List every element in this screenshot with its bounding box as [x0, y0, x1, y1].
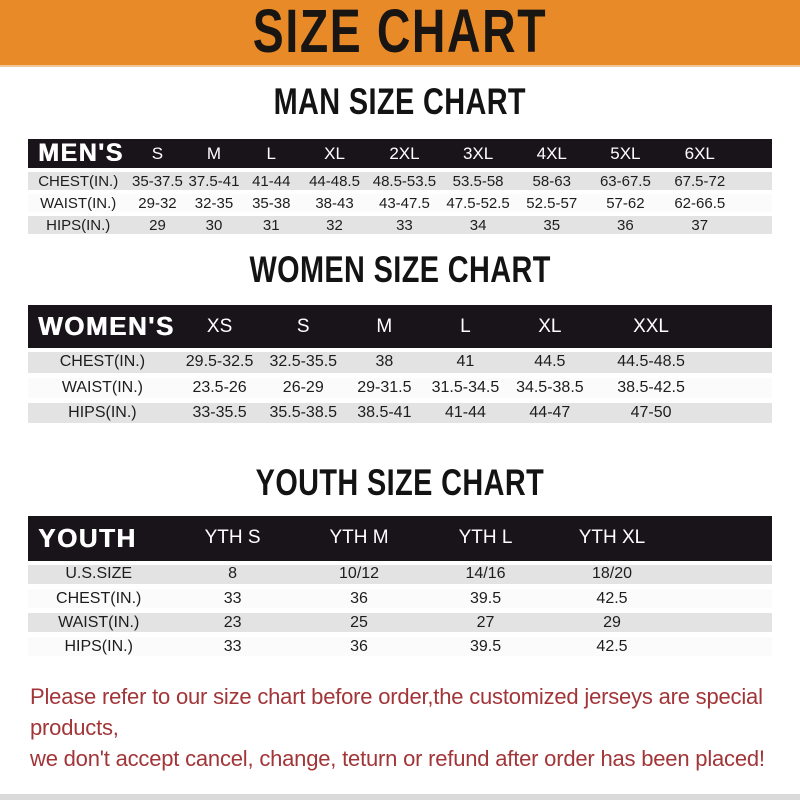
table-cell: 44-48.5 — [301, 170, 368, 192]
women-corner-label: WOMEN'S — [28, 305, 177, 350]
table-row — [28, 192, 772, 214]
page-title: SIZE CHART — [252, 0, 548, 66]
table-cell: 37 — [663, 214, 737, 236]
table-cell: 23 — [169, 611, 295, 635]
size-column-header: XS — [177, 305, 263, 350]
row-label: CHEST(IN.) — [28, 587, 169, 611]
table-cell: 35-38 — [242, 192, 302, 214]
table-cell: 57-62 — [588, 192, 662, 214]
men-header-row — [28, 139, 772, 170]
youth-corner-label: YOUTH — [28, 516, 169, 563]
size-column-header: XL — [506, 305, 593, 350]
men-size-table — [28, 139, 772, 238]
table-cell: 48.5-53.5 — [368, 170, 441, 192]
table-cell: 38.5-41 — [344, 400, 424, 425]
table-cell: 67.5-72 — [663, 170, 737, 192]
table-cell: 38 — [344, 350, 424, 375]
table-cell: 47.5-52.5 — [441, 192, 515, 214]
spacer-cell — [709, 375, 772, 400]
bottom-border — [0, 794, 800, 800]
table-cell: 34.5-38.5 — [506, 375, 593, 400]
table-cell: 36 — [296, 587, 422, 611]
table-cell: 32-35 — [186, 192, 241, 214]
table-cell: 41 — [425, 350, 507, 375]
row-label: CHEST(IN.) — [28, 350, 177, 375]
table-cell: 41-44 — [425, 400, 507, 425]
table-cell: 34 — [441, 214, 515, 236]
table-cell: 31.5-34.5 — [425, 375, 507, 400]
row-label: HIPS(IN.) — [28, 400, 177, 425]
table-cell: 10/12 — [296, 563, 422, 587]
footer-line-1: Please refer to our size chart before order,the customized jerseys are special products, — [30, 684, 763, 740]
size-column-header: 4XL — [515, 139, 588, 170]
size-column-header: XL — [301, 139, 368, 170]
table-cell: 36 — [588, 214, 662, 236]
table-cell: 26-29 — [262, 375, 344, 400]
table-cell: 33-35.5 — [177, 400, 263, 425]
table-cell: 42.5 — [549, 587, 675, 611]
spacer-cell — [737, 214, 772, 236]
table-cell: 47-50 — [593, 400, 708, 425]
row-label: HIPS(IN.) — [28, 635, 169, 659]
table-cell: 23.5-26 — [177, 375, 263, 400]
row-label: WAIST(IN.) — [28, 375, 177, 400]
size-column-header: YTH M — [296, 516, 422, 563]
women-header-row — [28, 305, 772, 350]
table-cell: 18/20 — [549, 563, 675, 587]
spacer-cell — [675, 635, 772, 659]
spacer-cell — [709, 350, 772, 375]
row-label: HIPS(IN.) — [28, 214, 128, 236]
table-row — [28, 563, 772, 587]
table-cell: 53.5-58 — [441, 170, 515, 192]
table-row — [28, 375, 772, 400]
spacer-cell — [675, 563, 772, 587]
size-column-header: 3XL — [441, 139, 515, 170]
table-cell: 30 — [186, 214, 241, 236]
size-column-header: S — [128, 139, 186, 170]
size-column-header: 6XL — [663, 139, 737, 170]
table-cell: 52.5-57 — [515, 192, 588, 214]
table-cell: 25 — [296, 611, 422, 635]
size-column-header: YTH XL — [549, 516, 675, 563]
spacer-cell — [675, 587, 772, 611]
footer-note — [0, 681, 800, 774]
women-heading-text: WOMEN SIZE CHART — [249, 249, 551, 290]
table-cell: 29-32 — [128, 192, 186, 214]
spacer-cell — [737, 139, 772, 170]
table-cell: 35 — [515, 214, 588, 236]
youth-section-heading — [0, 461, 800, 503]
table-cell: 29.5-32.5 — [177, 350, 263, 375]
table-cell: 41-44 — [242, 170, 302, 192]
size-column-header: L — [425, 305, 507, 350]
youth-size-table — [28, 516, 772, 662]
size-column-header: 5XL — [588, 139, 662, 170]
table-cell: 33 — [368, 214, 441, 236]
women-size-table — [28, 305, 772, 428]
footer-line-2: we don't accept cancel, change, teturn or refund after order has been placed! — [30, 746, 765, 771]
table-cell: 38-43 — [301, 192, 368, 214]
table-cell: 39.5 — [422, 587, 548, 611]
table-cell: 29 — [128, 214, 186, 236]
man-heading-text: MAN SIZE CHART — [273, 81, 527, 122]
spacer-cell — [709, 400, 772, 425]
spacer-cell — [737, 192, 772, 214]
spacer-cell — [709, 305, 772, 350]
table-row — [28, 400, 772, 425]
row-label: WAIST(IN.) — [28, 611, 169, 635]
table-cell: 38.5-42.5 — [593, 375, 708, 400]
row-label: CHEST(IN.) — [28, 170, 128, 192]
table-row — [28, 350, 772, 375]
table-cell: 58-63 — [515, 170, 588, 192]
table-cell: 62-66.5 — [663, 192, 737, 214]
row-label: WAIST(IN.) — [28, 192, 128, 214]
table-cell: 31 — [242, 214, 302, 236]
table-cell: 33 — [169, 635, 295, 659]
size-column-header: L — [242, 139, 302, 170]
table-cell: 8 — [169, 563, 295, 587]
spacer-cell — [737, 170, 772, 192]
women-section-heading — [0, 251, 800, 289]
size-column-header: YTH S — [169, 516, 295, 563]
spacer-cell — [675, 611, 772, 635]
size-column-header: M — [344, 305, 424, 350]
spacer-cell — [675, 516, 772, 563]
youth-heading-text: YOUTH SIZE CHART — [255, 461, 545, 503]
table-cell: 39.5 — [422, 635, 548, 659]
table-cell: 29 — [549, 611, 675, 635]
table-cell: 29-31.5 — [344, 375, 424, 400]
table-cell: 35-37.5 — [128, 170, 186, 192]
table-cell: 37.5-41 — [186, 170, 241, 192]
table-cell: 42.5 — [549, 635, 675, 659]
table-cell: 43-47.5 — [368, 192, 441, 214]
table-cell: 32 — [301, 214, 368, 236]
size-column-header: S — [262, 305, 344, 350]
banner — [0, 0, 800, 67]
table-row — [28, 635, 772, 659]
man-section-heading — [0, 83, 800, 121]
table-cell: 33 — [169, 587, 295, 611]
row-label: U.S.SIZE — [28, 563, 169, 587]
table-row — [28, 214, 772, 236]
table-cell: 36 — [296, 635, 422, 659]
table-row — [28, 611, 772, 635]
table-cell: 44.5 — [506, 350, 593, 375]
table-cell: 27 — [422, 611, 548, 635]
table-cell: 35.5-38.5 — [262, 400, 344, 425]
table-cell: 44-47 — [506, 400, 593, 425]
table-cell: 14/16 — [422, 563, 548, 587]
men-corner-label: MEN'S — [28, 139, 128, 170]
table-cell: 32.5-35.5 — [262, 350, 344, 375]
table-row — [28, 587, 772, 611]
size-column-header: 2XL — [368, 139, 441, 170]
size-column-header: M — [186, 139, 241, 170]
table-cell: 63-67.5 — [588, 170, 662, 192]
size-column-header: YTH L — [422, 516, 548, 563]
youth-header-row — [28, 516, 772, 563]
table-cell: 44.5-48.5 — [593, 350, 708, 375]
table-row — [28, 170, 772, 192]
size-column-header: XXL — [593, 305, 708, 350]
